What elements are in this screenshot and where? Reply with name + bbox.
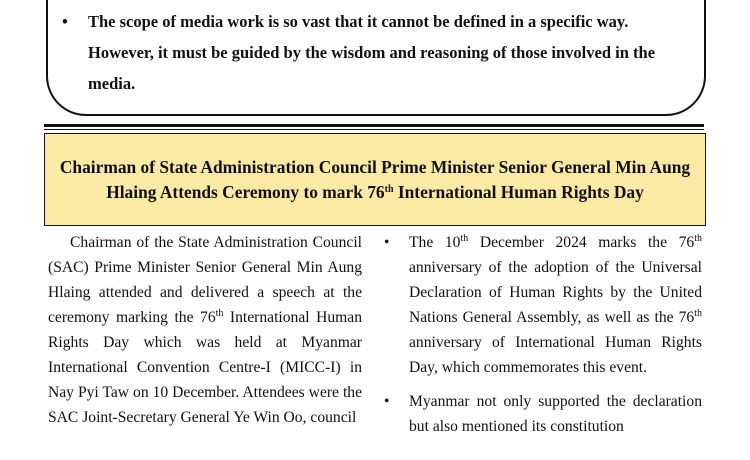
- article-title-box: [44, 133, 706, 226]
- article-body-left-column: [48, 230, 362, 430]
- item1-part4: anniversary of International Human Rights Day, which commemorates this event.: [409, 334, 702, 376]
- callout-bullet: •: [62, 12, 68, 31]
- item1-part3: anniversary of the adoption of the Universal Declaration of Human Rights by the United Nations General Assembly, as well as the 76: [409, 259, 702, 326]
- list-item-text: [409, 230, 702, 380]
- list-item: [384, 230, 702, 380]
- article-title: [45, 155, 705, 205]
- article-title-part2: International Human Rights Day: [393, 181, 644, 202]
- list-item-text: Myanmar not only supported the declaration but also mentioned its constitution: [409, 393, 702, 435]
- article-body-right-column: [384, 230, 702, 448]
- article-title-part1: Chairman of State Administration Council Prime Minister Senior General Min Aung Hlaing Attends Ceremony to mark 76: [59, 156, 691, 202]
- article-title-superscript: th: [384, 183, 394, 195]
- section-divider-thick: [44, 124, 704, 127]
- left-column-superscript: th: [215, 308, 224, 319]
- bullet-point: •: [384, 393, 390, 410]
- left-column-text-part2: International Human Rights Day which was held at Myanmar International Convention Centre-I (MICC-I) in Nay Pyi Taw on 10 December. Attendees were the SAC Joint-Secretary General Ye Win Oo, council: [48, 309, 362, 426]
- callout-text: The scope of media work is so vast that it cannot be defined in a specific way. However, it must be guided by the wisdom and reasoning of those involved in the media.: [88, 12, 656, 93]
- left-column-text-part1: Chairman of the State Administration Council (SAC) Prime Minister Senior General Min Aung Hlaing attended and delivered a speech at the ceremony marking the 76: [48, 234, 362, 326]
- list-item: [384, 389, 702, 439]
- item1-superscript-3: th: [694, 308, 702, 319]
- section-divider-thin: [44, 129, 704, 130]
- bullet-point: •: [384, 234, 390, 251]
- item1-part1: The 10: [409, 234, 461, 251]
- item1-superscript-2: th: [694, 233, 702, 244]
- item1-part2: December 2024 marks the 76: [468, 234, 695, 251]
- item1-superscript-1: th: [460, 233, 469, 244]
